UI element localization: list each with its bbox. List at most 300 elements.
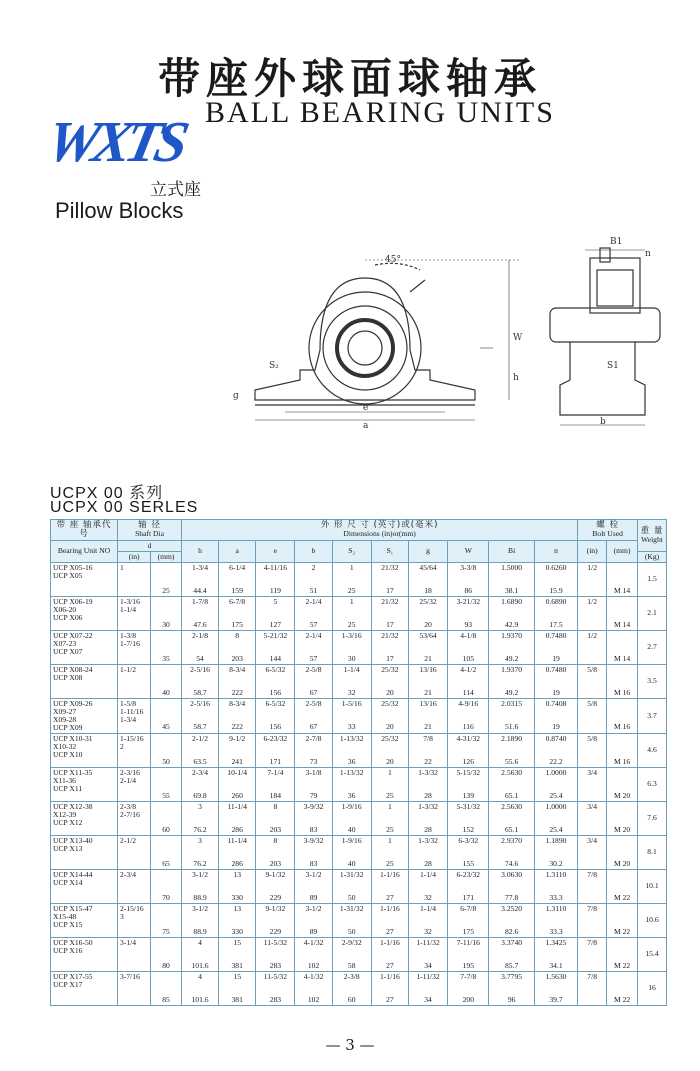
a-value: 13	[233, 869, 241, 879]
n-value: 0.7408	[545, 698, 567, 708]
b-value: 4-1/32	[303, 937, 324, 947]
th-weight: 重 量 Weight	[638, 520, 667, 552]
weight-value: 2.7	[647, 642, 657, 652]
g-value: 1-11/32	[416, 937, 440, 947]
cell-unit	[51, 596, 118, 630]
cell-g	[408, 835, 447, 869]
w-value: 175	[462, 926, 474, 936]
s1-value: 27	[386, 926, 394, 936]
cell-d-mm	[151, 664, 182, 698]
cell-b	[295, 971, 332, 1005]
s1-value: 1-1/16	[379, 937, 400, 947]
label-s2: S₂	[269, 361, 279, 371]
s2-value: 2-9/32	[341, 937, 362, 947]
cell-a	[219, 698, 256, 733]
n-value: 1.3110	[545, 869, 567, 879]
cell-b	[295, 835, 332, 869]
h-value: 54	[196, 653, 204, 663]
bolt-in-value: 3/4	[587, 801, 598, 811]
bi-value: 38.1	[504, 585, 519, 595]
s2-value: 1-31/32	[339, 869, 364, 879]
cell-e	[256, 562, 295, 596]
cell-g	[408, 664, 447, 698]
e-value: 229	[269, 926, 282, 936]
cell-d-mm	[151, 903, 182, 937]
cell-d-in	[118, 937, 151, 971]
cell-d-in	[118, 596, 151, 630]
th-s2: S₂	[332, 540, 371, 562]
table-body	[51, 562, 667, 1005]
cell-weight	[638, 596, 667, 630]
cell-d-in	[118, 733, 151, 767]
cell-s1	[371, 937, 408, 971]
cell-a	[219, 630, 256, 664]
s1-value: 25/32	[381, 698, 399, 708]
cell-g	[408, 903, 447, 937]
cell-unit	[51, 835, 118, 869]
cell-b	[295, 801, 332, 835]
w-value: 4-9/16	[458, 698, 479, 708]
s1-value: 20	[386, 721, 394, 731]
cell-n	[534, 937, 577, 971]
unit-code: UCP X16-50	[53, 937, 93, 947]
cell-w	[448, 664, 489, 698]
th-e: e	[256, 540, 295, 562]
d-in-value: 3-1/4	[120, 937, 137, 947]
b-value: 3-1/2	[305, 903, 322, 913]
cell-s2	[332, 596, 371, 630]
cell-w	[448, 630, 489, 664]
s2-value: 25	[347, 619, 356, 629]
unit-code: UCP X12	[53, 817, 83, 827]
h-value: 63.5	[193, 756, 207, 766]
bolt-mm-value: M 16	[613, 756, 631, 766]
cell-s2	[332, 869, 371, 903]
n-value: 19	[552, 687, 560, 697]
cell-e	[256, 971, 295, 1005]
cell-n	[534, 971, 577, 1005]
n-value: 1.3110	[545, 903, 567, 913]
cell-bolt-in	[578, 630, 607, 664]
s2-value: 36	[347, 756, 356, 766]
bi-value: 65.1	[504, 790, 519, 800]
d-mm-value: 55	[162, 790, 170, 800]
th-w: W	[448, 540, 489, 562]
a-value: 222	[231, 687, 243, 697]
e-value: 4-11/16	[263, 562, 288, 572]
n-value: 19	[552, 721, 560, 731]
cell-w	[448, 767, 489, 801]
bi-value: 42.9	[504, 619, 519, 629]
d-in-value: 1-11/16	[120, 706, 144, 716]
g-value: 21	[424, 687, 432, 697]
s2-value: 2-3/8	[343, 971, 360, 981]
a-value: 286	[231, 824, 243, 834]
cell-s1	[371, 971, 408, 1005]
th-a: a	[219, 540, 256, 562]
cell-d-mm	[151, 801, 182, 835]
h-value: 47.6	[193, 619, 207, 629]
cell-bolt-mm	[607, 596, 638, 630]
cell-s2	[332, 562, 371, 596]
table-row	[51, 937, 667, 971]
s2-value: 1-9/16	[341, 801, 362, 811]
h-value: 58.7	[193, 687, 207, 697]
n-value: 15.9	[549, 585, 563, 595]
cell-d-in	[118, 698, 151, 733]
cell-n	[534, 596, 577, 630]
cell-a	[219, 835, 256, 869]
g-value: 13/16	[419, 664, 437, 674]
unit-code: UCP X05	[53, 570, 83, 580]
n-value: 33.3	[549, 926, 563, 936]
d-in-value: 1-3/8	[120, 630, 137, 640]
cell-s2	[332, 903, 371, 937]
s1-value: 27	[386, 994, 394, 1004]
e-value: 127	[269, 619, 282, 629]
g-value: 28	[424, 824, 432, 834]
cell-s2	[332, 733, 371, 767]
cell-e	[256, 698, 295, 733]
w-value: 6-3/32	[458, 835, 479, 845]
cell-s1	[371, 596, 408, 630]
s2-value: 1	[349, 562, 354, 572]
e-value: 6-5/32	[265, 664, 286, 674]
n-value: 1.0000	[545, 767, 567, 777]
cell-b	[295, 733, 332, 767]
g-value: 21	[424, 721, 432, 731]
cell-bi	[489, 733, 534, 767]
bi-value: 49.2	[504, 653, 519, 663]
g-value: 21	[424, 653, 432, 663]
weight-value: 1.5	[647, 574, 657, 584]
cell-bolt-in	[578, 664, 607, 698]
cell-e	[256, 835, 295, 869]
cell-d-in	[118, 562, 151, 596]
cell-n	[534, 698, 577, 733]
s1-value: 1-1/16	[379, 869, 400, 879]
w-value: 7-7/8	[460, 971, 477, 981]
cell-n	[534, 630, 577, 664]
cell-s2	[332, 971, 371, 1005]
th-d: d	[118, 540, 182, 551]
a-value: 8-3/4	[229, 698, 246, 708]
cell-unit	[51, 937, 118, 971]
d-in-value: 1	[120, 562, 124, 572]
bolt-in-value: 7/8	[587, 937, 598, 947]
front-view	[255, 260, 520, 420]
cell-bi	[489, 562, 534, 596]
cell-g	[408, 869, 447, 903]
weight-value: 10.1	[645, 881, 659, 891]
g-value: 32	[424, 892, 432, 902]
e-value: 11-5/32	[263, 971, 288, 981]
e-value: 9-1/32	[265, 869, 286, 879]
label-b1: B1	[610, 237, 623, 247]
bolt-in-value: 3/4	[587, 767, 598, 777]
bolt-in-value: 1/2	[587, 596, 598, 606]
unit-code: UCP X15	[53, 919, 83, 929]
g-value: 34	[424, 994, 432, 1004]
label-s1: S1	[607, 361, 619, 371]
cell-weight	[638, 562, 667, 596]
n-value: 22.2	[549, 756, 563, 766]
label-n: n	[645, 249, 651, 259]
a-value: 15	[233, 937, 241, 947]
unit-code: UCP X13	[53, 843, 83, 853]
th-shaft: 轴 径 Shaft Dia	[118, 520, 182, 541]
e-value: 184	[269, 790, 282, 800]
s1-value: 1	[387, 835, 392, 845]
w-value: 114	[462, 687, 474, 697]
unit-code: X07-23	[53, 638, 77, 648]
side-view	[550, 248, 660, 425]
d-in-value: 1-3/16	[120, 596, 140, 606]
cell-weight	[638, 937, 667, 971]
cell-bolt-mm	[607, 801, 638, 835]
g-value: 18	[424, 585, 432, 595]
label-45: 45°	[385, 255, 401, 265]
e-value: 11-5/32	[263, 937, 288, 947]
unit-code: UCP X09	[53, 722, 83, 732]
d-in-value: 2-15/16	[120, 903, 144, 913]
unit-code: X09-28	[53, 714, 77, 724]
th-bi: Bi	[489, 540, 534, 562]
unit-code: UCP X14-44	[53, 869, 93, 879]
cell-w	[448, 835, 489, 869]
a-value: 159	[231, 585, 243, 595]
th-bolt-in: (in)	[578, 540, 607, 562]
cell-d-mm	[151, 767, 182, 801]
w-value: 155	[462, 858, 474, 868]
b-value: 83	[309, 858, 318, 868]
cell-d-mm	[151, 937, 182, 971]
s1-value: 1-1/16	[379, 971, 400, 981]
s2-value: 32	[347, 687, 356, 697]
cell-e	[256, 801, 295, 835]
s1-value: 21/32	[381, 630, 399, 640]
e-value: 229	[269, 892, 282, 902]
e-value: 9-1/32	[265, 903, 286, 913]
s2-value: 1-3/16	[341, 630, 362, 640]
w-value: 6-7/8	[460, 903, 477, 913]
bolt-mm-value: M 14	[613, 619, 631, 629]
g-value: 1-3/32	[418, 767, 438, 777]
a-value: 330	[231, 892, 243, 902]
s2-value: 58	[347, 960, 356, 970]
unit-code: X12-39	[53, 809, 77, 819]
d-mm-value: 75	[162, 926, 170, 936]
bi-value: 77.8	[504, 892, 519, 902]
h-value: 76.2	[193, 858, 207, 868]
weight-value: 2.1	[647, 608, 657, 618]
cell-bolt-in	[578, 937, 607, 971]
a-value: 260	[231, 790, 243, 800]
d-in-value: 2-1/4	[120, 775, 137, 785]
h-value: 88.9	[193, 892, 207, 902]
cell-s1	[371, 767, 408, 801]
weight-value: 16	[648, 983, 656, 993]
bolt-mm-value: M 20	[613, 858, 631, 868]
cell-weight	[638, 630, 667, 664]
d-in-value: 2-1/2	[120, 835, 137, 845]
unit-code: UCP X08-24	[53, 664, 93, 674]
cell-d-in	[118, 971, 151, 1005]
bi-value: 2.1890	[501, 733, 523, 743]
cell-unit	[51, 869, 118, 903]
unit-code: UCP X13-40	[53, 835, 93, 845]
series-title-en: UCPX 00 SERLES	[50, 499, 199, 516]
n-value: 1.0000	[545, 801, 567, 811]
bi-value: 2.9370	[501, 835, 523, 845]
cell-b	[295, 630, 332, 664]
label-h: h	[513, 373, 519, 383]
label-a: a	[363, 421, 369, 430]
bi-value: 2.5630	[501, 767, 523, 777]
g-value: 34	[424, 960, 432, 970]
cell-b	[295, 869, 332, 903]
a-value: 11-1/4	[227, 835, 247, 845]
th-h: h	[181, 540, 218, 562]
e-value: 119	[269, 585, 281, 595]
bolt-mm-value: M 16	[613, 687, 631, 697]
s1-value: 1	[387, 801, 392, 811]
bolt-in-value: 7/8	[587, 903, 598, 913]
w-value: 4-1/2	[460, 664, 477, 674]
d-mm-value: 80	[162, 960, 170, 970]
cell-bolt-mm	[607, 937, 638, 971]
cell-d-in	[118, 767, 151, 801]
d-in-value: 2	[120, 741, 124, 751]
bolt-in-value: 5/8	[587, 733, 598, 743]
bolt-in-value: 3/4	[587, 835, 598, 845]
s2-value: 40	[347, 824, 356, 834]
title-chinese: 带座外球面球轴承	[157, 54, 542, 103]
table-row	[51, 733, 667, 767]
cell-h	[181, 869, 218, 903]
cell-bolt-mm	[607, 733, 638, 767]
cell-n	[534, 801, 577, 835]
h-value: 88.9	[193, 926, 207, 936]
cell-a	[219, 971, 256, 1005]
d-in-value: 1-15/16	[120, 733, 144, 743]
cell-e	[256, 937, 295, 971]
bolt-mm-value: M 22	[613, 994, 631, 1004]
cell-a	[219, 767, 256, 801]
cell-s2	[332, 630, 371, 664]
d-in-value: 1-5/8	[120, 698, 137, 708]
weight-value: 6.3	[647, 779, 657, 789]
bi-value: 1.5000	[501, 562, 523, 572]
e-value: 156	[269, 721, 282, 731]
w-value: 195	[462, 960, 474, 970]
cell-n	[534, 733, 577, 767]
g-value: 32	[424, 926, 432, 936]
cell-bi	[489, 801, 534, 835]
cell-bolt-in	[578, 801, 607, 835]
b-value: 2-1/4	[305, 596, 322, 606]
n-value: 34.1	[549, 960, 563, 970]
s2-value: 1-5/16	[341, 698, 362, 708]
d-in-value: 2-3/8	[120, 801, 137, 811]
cell-weight	[638, 835, 667, 869]
cell-d-mm	[151, 630, 182, 664]
cell-d-mm	[151, 698, 182, 733]
cell-a	[219, 562, 256, 596]
th-dimensions: 外 形 尺 寸 (英寸)或(毫米) Dimensions (in)or(mm)	[181, 520, 577, 541]
label-g: g	[233, 391, 239, 401]
cell-unit	[51, 767, 118, 801]
label-e: e	[363, 403, 369, 413]
bi-value: 74.6	[504, 858, 519, 868]
h-value: 3-1/2	[192, 903, 209, 913]
cell-a	[219, 664, 256, 698]
cell-e	[256, 664, 295, 698]
h-value: 4	[198, 971, 202, 981]
b-value: 102	[307, 994, 320, 1004]
s2-value: 33	[347, 721, 356, 731]
n-value: 39.7	[549, 994, 563, 1004]
h-value: 2-3/4	[192, 767, 209, 777]
d-mm-value: 25	[162, 585, 170, 595]
th-d-mm: (mm)	[151, 551, 182, 562]
cell-s2	[332, 664, 371, 698]
cell-e	[256, 596, 295, 630]
unit-code: UCP X05-16	[53, 562, 93, 572]
e-value: 283	[269, 994, 282, 1004]
bi-value: 85.7	[504, 960, 519, 970]
cell-weight	[638, 698, 667, 733]
bi-value: 1.6890	[501, 596, 523, 606]
s1-value: 1	[387, 767, 392, 777]
unit-code: X06-20	[53, 604, 77, 614]
cell-d-in	[118, 835, 151, 869]
cell-s1	[371, 903, 408, 937]
cell-n	[534, 767, 577, 801]
th-bolt: 螺 栓 Bolt Used	[578, 520, 638, 541]
table-row	[51, 698, 667, 733]
cell-bi	[489, 971, 534, 1005]
cell-b	[295, 937, 332, 971]
w-value: 152	[462, 824, 474, 834]
cell-unit	[51, 733, 118, 767]
b-value: 2	[311, 562, 316, 572]
h-value: 2-5/16	[190, 664, 210, 674]
category-english: Pillow Blocks	[55, 198, 184, 223]
weight-value: 3.7	[647, 710, 657, 720]
s2-value: 1-9/16	[341, 835, 362, 845]
bolt-mm-value: M 16	[613, 721, 631, 731]
g-value: 13/16	[419, 698, 437, 708]
th-unit-en: Bearing Unit NO	[51, 540, 118, 562]
a-value: 13	[233, 903, 241, 913]
d-in-value: 1-1/2	[120, 664, 137, 674]
h-value: 2-1/2	[192, 733, 209, 743]
cell-w	[448, 698, 489, 733]
cell-w	[448, 596, 489, 630]
cell-e	[256, 903, 295, 937]
bolt-mm-value: M 14	[613, 653, 631, 663]
label-b: b	[600, 417, 606, 427]
cell-h	[181, 903, 218, 937]
b-value: 4-1/32	[303, 971, 324, 981]
b-value: 89	[309, 892, 318, 902]
cell-a	[219, 903, 256, 937]
cell-g	[408, 698, 447, 733]
cell-s2	[332, 801, 371, 835]
a-value: 11-1/4	[227, 801, 247, 811]
w-value: 5-31/32	[456, 801, 481, 811]
